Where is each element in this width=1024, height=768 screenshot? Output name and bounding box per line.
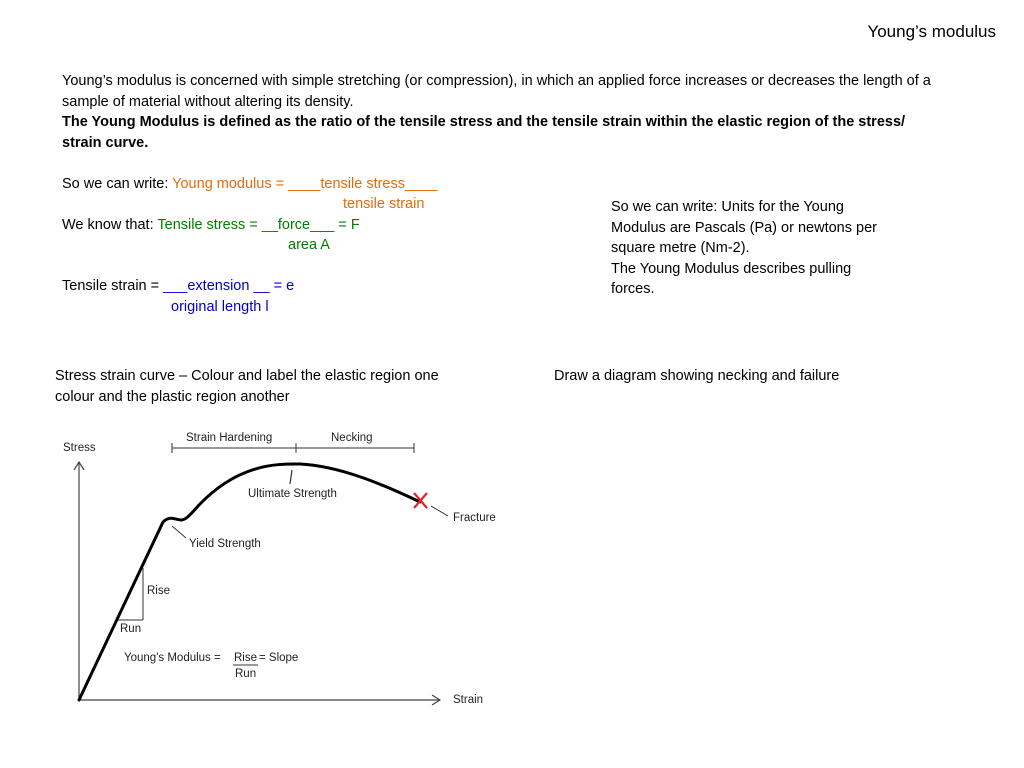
modulus-run: Run xyxy=(235,668,257,680)
fracture-leader xyxy=(431,506,448,516)
x-axis-label: Strain xyxy=(453,694,484,706)
write-prefix: So we can write: xyxy=(62,176,173,192)
strain-formula-bottom: original length l xyxy=(171,299,269,315)
page-title: Young’s modulus xyxy=(867,22,996,41)
pulling-paragraph: The Young Modulus describes pulling forces. xyxy=(611,260,852,297)
necking-label: Necking xyxy=(331,432,373,444)
know-prefix: We know that: xyxy=(62,217,158,233)
ultimate-leader xyxy=(290,470,292,484)
definition-paragraph: The Young Modulus is defined as the ratio of the tensile stress and the tensile strain within the elastic region of the stress/ strain curve. xyxy=(62,114,906,151)
modulus-suffix: = Slope xyxy=(259,652,299,664)
yield-leader xyxy=(172,526,186,538)
run-label: Run xyxy=(120,623,142,635)
strain-hardening-label: Strain Hardening xyxy=(186,432,273,444)
necking-caption: Draw a diagram showing necking and failure xyxy=(554,368,840,384)
strain-prefix: Tensile strain = xyxy=(62,278,164,294)
stress-formula-top: Tensile stress = __force___ = F xyxy=(157,217,360,233)
young-formula-top: Young modulus = ____tensile stress____ xyxy=(172,176,438,192)
ultimate-strength-label: Ultimate Strength xyxy=(248,488,337,500)
yield-strength-label: Yield Strength xyxy=(189,538,261,550)
fracture-label: Fracture xyxy=(453,512,496,524)
strain-formula-top: ___extension __ = e xyxy=(163,278,295,294)
units-paragraph: So we can write: Units for the Young Modulus are Pascals (Pa) or newtons per square metre (Nm-2). xyxy=(611,199,877,256)
intro-paragraph: Young’s modulus is concerned with simple stretching (or compression), in which an applied force increases or decreases the length of a sample of material without altering its density. xyxy=(62,73,931,110)
stress-formula-bottom: area A xyxy=(288,237,330,253)
young-formula-bottom: tensile strain xyxy=(343,196,425,212)
modulus-rise: Rise xyxy=(234,652,258,664)
y-axis-label: Stress xyxy=(63,442,96,454)
stress-strain-caption: Stress strain curve – Colour and label the elastic region one colour and the plastic region another xyxy=(55,368,439,405)
modulus-prefix: Young's Modulus = xyxy=(124,652,221,664)
rise-label: Rise xyxy=(147,585,171,597)
